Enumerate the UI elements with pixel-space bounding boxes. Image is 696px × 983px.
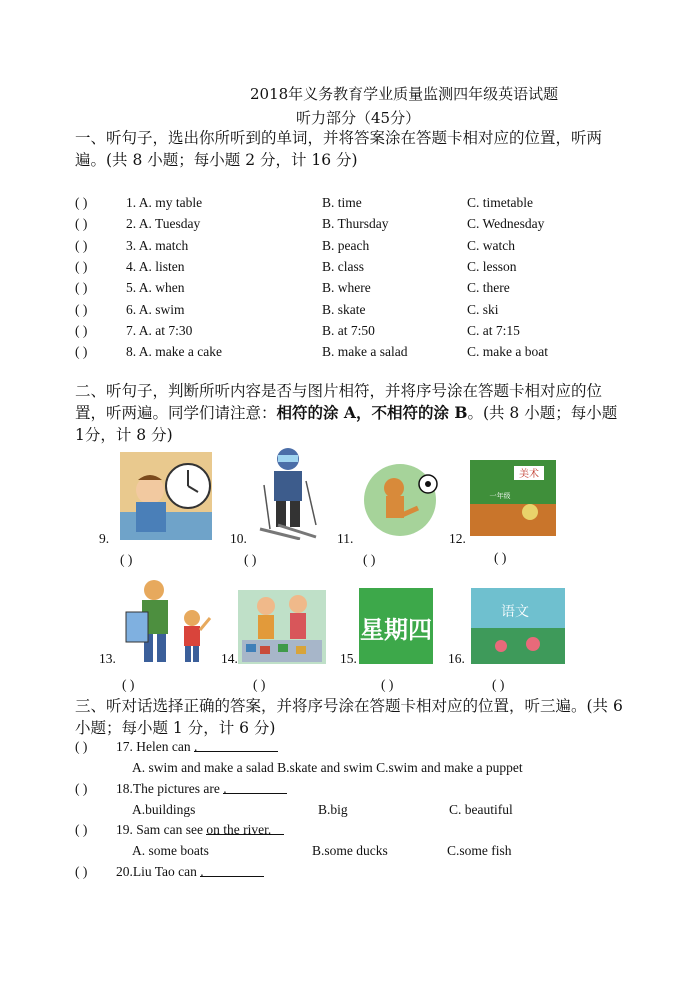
option-b: B. at 7:50: [322, 322, 375, 338]
picture-skier: [256, 445, 320, 540]
q17-paren: ( ): [75, 739, 88, 754]
pic-num-9: 9.: [99, 531, 110, 546]
option-c: C. at 7:15: [467, 322, 520, 338]
option-c: C. there: [467, 280, 510, 296]
q19-option-c: C.some fish: [447, 843, 512, 858]
answer-paren: ( ): [75, 280, 88, 296]
q18-blank: [223, 781, 287, 794]
question-row-2: [75, 216, 655, 236]
option-a: 3. A. match: [126, 237, 189, 253]
pic-num-11: 11.: [337, 531, 354, 546]
option-b: B. make a salad: [322, 344, 408, 360]
option-c: C. make a boat: [467, 344, 548, 360]
q20-stem: 20.Liu Tao can: [116, 864, 197, 879]
question-17: [75, 739, 655, 759]
answer-paren: ( ): [75, 344, 88, 360]
chinese-book-label: 语文: [501, 604, 529, 620]
pic-num-16: 16.: [448, 651, 465, 666]
question-20: [75, 864, 655, 884]
option-a: 5. A. when: [126, 280, 185, 296]
q18-option-a: A.buildings: [132, 802, 196, 817]
option-b: B. time: [322, 195, 362, 210]
answer-paren-9: ( ): [120, 552, 133, 567]
q20-paren: ( ): [75, 864, 88, 879]
answer-paren: ( ): [75, 195, 88, 210]
option-b: B. peach: [322, 237, 370, 253]
q18-stem: 18.The pictures are: [116, 781, 220, 796]
section1-heading: 一、听句子，选出你所听到的单词，并将答案涂在答题卡相对应的位置，听两遍。(共 8 小题；每小题 2 分，计 16 分): [75, 129, 603, 169]
picture-cat-football: [360, 458, 440, 538]
option-b: B. skate: [322, 301, 366, 317]
answer-paren: ( ): [75, 301, 88, 317]
option-c: C. Wednesday: [467, 216, 545, 232]
art-book-label: 美术: [519, 469, 539, 480]
question-18: [75, 781, 655, 801]
option-a: 8. A. make a cake: [126, 344, 222, 360]
option-a: 2. A. Tuesday: [126, 216, 201, 232]
question-row-6: [75, 302, 655, 322]
option-b: B. class: [322, 258, 364, 274]
answer-paren-12: ( ): [494, 550, 507, 565]
question-row-5: [75, 280, 655, 300]
question-row-1: [75, 195, 655, 215]
q17-options: A. swim and make a salad B.skate and swim C.swim and make a puppet: [132, 760, 523, 775]
q18-option-b: B.big: [318, 802, 348, 817]
option-c: C. lesson: [467, 258, 517, 274]
answer-paren: ( ): [75, 322, 88, 338]
answer-paren-11: ( ): [363, 552, 376, 567]
question-18-options: [75, 802, 655, 822]
q17-blank: [194, 739, 278, 752]
answer-paren: ( ): [75, 237, 88, 253]
question-19-options: [75, 843, 655, 863]
question-row-7: [75, 323, 655, 343]
q18-option-c: C. beautiful: [449, 802, 513, 817]
question-row-4: [75, 259, 655, 279]
q19-paren: ( ): [75, 822, 88, 837]
pic-num-10: 10.: [230, 531, 247, 546]
q17-stem: 17. Helen can: [116, 739, 191, 754]
picture-girls-books: [238, 590, 326, 664]
option-a: 6. A. swim: [126, 301, 185, 317]
pic-num-15: 15.: [340, 651, 357, 666]
page-subtitle: 听力部分（45分）: [296, 109, 421, 127]
answer-paren: ( ): [75, 258, 88, 274]
section2-heading-bold: 相符的涂 A，不相符的涂 B: [276, 403, 468, 422]
q20-text: 20.Liu Tao can .: [116, 864, 204, 880]
option-a: 1. A. my table: [126, 195, 203, 210]
q18-text: 18.The pictures are .: [116, 781, 227, 797]
picture-father-son: [118, 578, 214, 664]
picture-art-book: [470, 460, 556, 536]
q19-option-b: B.some ducks: [312, 843, 388, 858]
option-a: 4. A. listen: [126, 258, 185, 274]
question-17-options: [75, 760, 655, 780]
section2-heading: [75, 380, 627, 446]
pic-num-13: 13.: [99, 651, 116, 666]
option-b: B. where: [322, 280, 371, 296]
answer-paren-10: ( ): [244, 552, 257, 567]
q19-blank: [206, 822, 284, 835]
option-a: 7. A. at 7:30: [126, 322, 193, 338]
q19-option-a: A. some boats: [132, 843, 209, 858]
q19-tail: on the river.: [206, 822, 272, 837]
section2-heading-text: 二、听句子，判断所听内容是否与图片相符，并将序号涂在答题卡相对应的位置，听两遍。同学们请注意：: [75, 382, 603, 422]
q17-text: 17. Helen can .: [116, 739, 197, 755]
option-c: C. timetable: [467, 195, 533, 210]
answer-paren-13: ( ): [122, 677, 135, 692]
q18-paren: ( ): [75, 781, 88, 796]
page-title: 2018年义务教育学业质量监测四年级英语试题: [250, 85, 559, 103]
section3-heading: 三、听对话选择正确的答案，并将序号涂在答题卡相对应的位置，听三遍。(共 6 小题；每小题 1 分，计 6 分): [75, 697, 623, 737]
option-c: C. watch: [467, 237, 515, 253]
answer-paren-14: ( ): [253, 677, 266, 692]
section2-heading-tail: 。(共 8 小题；每小题 1分，计 8 分): [75, 404, 618, 444]
thursday-sign-text: 星期四: [360, 616, 432, 644]
picture-chinese-book: [471, 588, 565, 664]
answer-paren: ( ): [75, 216, 88, 232]
answer-paren-15: ( ): [381, 677, 394, 692]
answer-paren-16: ( ): [492, 677, 505, 692]
option-b: B. Thursday: [322, 216, 389, 232]
picture-boy-clock: [120, 452, 212, 540]
pic-num-14: 14.: [221, 651, 238, 666]
pic-num-12: 12.: [449, 531, 466, 546]
q19-text: [116, 822, 271, 838]
question-row-3: [75, 238, 655, 258]
picture-thursday-sign: [359, 588, 433, 664]
art-book-sub: 一年级: [489, 492, 511, 500]
question-19: [75, 822, 655, 842]
q20-blank: [200, 864, 264, 877]
option-c: C. ski: [467, 301, 499, 317]
question-row-8: [75, 344, 655, 364]
q19-stem: 19. Sam can see: [116, 822, 203, 837]
